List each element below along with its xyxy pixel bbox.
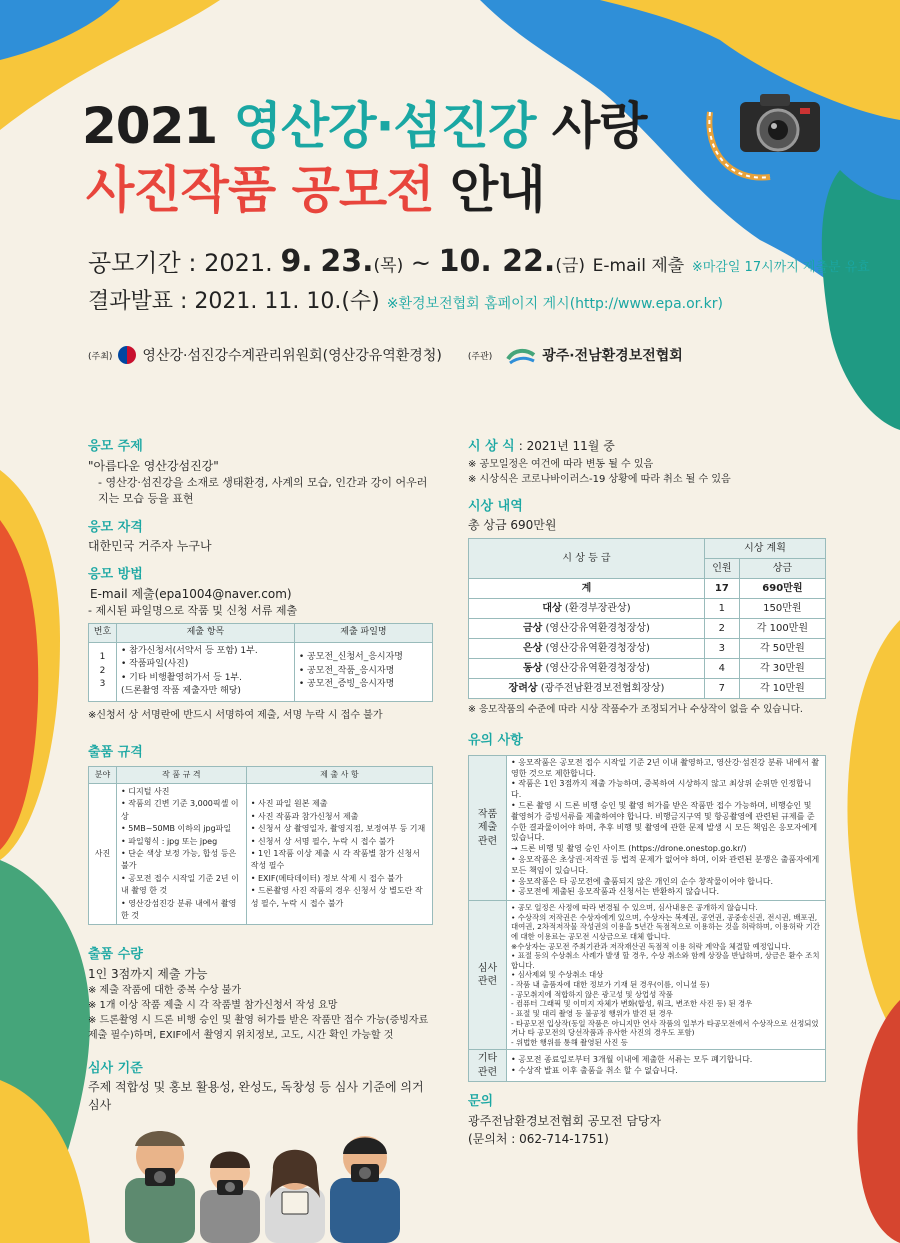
method-heading: 응모 방법: [88, 567, 143, 582]
theme-heading: 응모 주제: [88, 439, 143, 454]
awards-heading: 시상 내역: [468, 498, 523, 514]
theme-title: "아름다운 영산강섬진강": [88, 458, 219, 473]
organizers: (주최) 영산강·섬진강수계관리위원회(영산강유역환경청) (주관) 광주·전남환경보전협회: [88, 345, 683, 365]
table-row: 대상 (환경부장관상) 1 150만원: [469, 599, 826, 619]
eligibility-text: 대한민국 거주자 누구나: [88, 539, 212, 553]
judge-heading: 심사 기준: [88, 1060, 143, 1076]
table-row: 작품 제출 관련 • 응모작품은 공모전 접수 시작일 기준 2년 이내 촬영하고, 영산강·섬진강 분류 내에서 촬영한 것으로 제한합니다. • 작품은 1인 3점까지 제출 가능하며, 중복하여 시상하지 않고 최상위 순위만 인정합니다. • 드론 촬영 시 드론 비행 승인 및 촬영 허가를 받은 작품만 접수 가능하며, 비행승인 및 촬영허가 증빙서류를 제출하여야 합니다. 비행금지구역 및 항공촬영에 관련된 규제를 준수한 결과물이어야 하며, 추후 비행 및 촬영에 관한 문제 발생 시 모든 책임은 응모자에게 있습니다. → 드론 비행 및 촬영 승인 사이트 (https://drone.onestop.go.kr/) • 응모작품은 초상권·저작권 등 법적 문제가 없어야 하며, 이와 관련된 분쟁은 출품자에게 모든 책임이 있습니다. • 응모작품은 타 공모전에 출품되지 않은 개인의 순수 창작물이어야 합니다. • 공모전에 제출된 응모작품과 신청서는 반환하지 않습니다.: [469, 755, 826, 900]
contact-heading: 문의: [468, 1094, 494, 1110]
awards-note: ※ 응모작품의 수준에 따라 시상 작품수가 조정되거나 수상작이 없을 수 있습니다.: [468, 704, 803, 715]
spec-table: 분야 작 품 규 격 제 출 사 항 사진 • 디지털 사진 • 작품의 긴변 기준 3,000픽셀 이상 • 5MB~50MB 이하의 jpg파일 • 파일형식 : jpg 또는 jpeg • 단순 색상 보정 가능, 합성 등은 불가 • 공모전 접수 시작일 기준 2년 이내 촬영 한 것 • 영산강섬진강 분류 내에서 촬영 한 것 • 사진 파일 원본 제출 • 사진 작품과 참가신청서 제출 • 신청서 상 촬영일자, 촬영지점, 보정여부 등 기재 • 신청서 상 서명 필수, 누락 시 접수 불가 • 1인 1작품 이상 제출 시 각 작품별 참가 신청서 작성 필수 • EXIF(메타데이터) 정보 삭제 시 접수 불가 • 드론촬영 사진 작품의 경우 신청서 상 별도란 작성 필수, 누락 시 접수 불가: [88, 766, 433, 925]
left-column: [88, 437, 433, 1114]
ceremony-note: ※ 시상식은 코로나바이러스-19 상황에 따라 취소 될 수 있음: [468, 473, 731, 485]
contact-tel: (문의처 : 062-714-1751): [468, 1131, 609, 1146]
association-logo-icon: [506, 345, 536, 365]
photographers-illustration: [115, 1118, 405, 1243]
awards-total: 총 상금 690만원: [468, 518, 557, 532]
ceremony-date: : 2021년 11월 중: [518, 439, 615, 453]
caution-heading: 유의 사항: [468, 733, 523, 749]
ceremony-note: ※ 공모일정은 여건에 따라 변동 될 수 있음: [468, 458, 654, 470]
judge-text: 주제 적합성 및 홍보 활용성, 완성도, 독창성 등 심사 기준에 의거 심사: [88, 1080, 424, 1113]
contest-period: 공모기간 : 2021. 9. 23.(목) ~ 10. 22.(금) E-mail 제출 ※마감일 17시까지 제출분 유효: [88, 244, 870, 279]
title-line-2: 사진작품 공모전 안내: [86, 161, 545, 219]
theme-desc: - 영산강·섬진강을 소재로 생태환경, 사계의 모습, 인간과 강이 어우러지는 모습 등을 표현: [98, 475, 428, 505]
table-row: 기타 관련 • 공모전 종료일로부터 3개월 이내에 제출한 서류는 모두 폐기합니다. • 수상작 발표 이후 출품을 취소 할 수 없습니다.: [469, 1050, 826, 1082]
table-row: 장려상 (광주전남환경보전협회장상) 7 각 10만원: [469, 679, 826, 699]
table-row: 심사 관련 • 공모 일정은 사정에 따라 변경될 수 있으며, 심사내용은 공개하지 않습니다. • 수상작의 저작권은 수상자에게 있으며, 수상자는 복제권, 공연권, 공중송신권, 전시권, 배포권, 대여권, 2차적저작물 작성권의 이용을 5년간 독점적으로 이용하는 것을 허락하며, 이용허락 기간에 대한 이용료는 공모전 시상금으로 대체 합니다. ※수상자는 공모전 주최기관과 저작재산권 독점적 이용 허락 계약을 체결할 예정입니다. • 표절 등의 수상취소 사례가 발생 할 경우, 수상 취소와 함께 상장을 반납하며, 상금은 환수 조치합니다. • 심사제외 및 수상취소 대상 - 작품 내 출품자에 대한 정보가 기재 된 경우(이름, 이니셜 등) - 공모취지에 적합하지 않은 광고성 및 상업성 작품 - 컴퓨터 그래픽 및 이미지 자체가 변화(합성, 워크, 변조한 사진 등) 된 경우 - 표절 및 대리 촬영 등 불공정 행위가 발견 된 경우 - 타공모전 입상작(동일 작품은 아니지만 연사 작품의 일부가 타공모전에서 수상작으로 선정되었거나 타 공모전의 당선작품과 유사한 사진의 경우도 포함) - 위법한 행위를 통해 촬영된 사진 등: [469, 901, 826, 1050]
title-line-1: 2021 영산강·섬진강 사랑: [82, 97, 647, 155]
table-row: 계 17 690만원: [469, 579, 826, 599]
korea-emblem-icon: [118, 346, 136, 364]
contact-org: 광주전남환경보전협회 공모전 담당자: [468, 1113, 662, 1128]
table-row: 금상 (영산강유역환경청장상) 2 각 100만원: [469, 619, 826, 639]
spec-heading: 출품 규격: [88, 744, 143, 760]
method-table: 번호 제출 항목 제출 파일명 1 2 3 • 참가신청서(서약서 등 포함) 1부. • 작품파일(사진) • 기타 비행촬영허가서 등 1부. (드론촬영 작품 제출자만 해당) • 공모전_신청서_응시자명 • 공모전_작품_응시자명 • 공모전_증빙_응시자명: [88, 623, 433, 702]
table-row: 동상 (영산강유역환경청장상) 4 각 30만원: [469, 659, 826, 679]
count-note: ※ 1개 이상 작품 제출 시 각 작품별 참가신청서 작성 요망: [88, 999, 338, 1011]
method-email: E-mail 제출(epa1004@naver.com): [90, 586, 292, 601]
caution-table: [468, 755, 826, 1083]
count-main: 1인 3점까지 제출 가능: [88, 966, 208, 981]
result-announcement: 결과발표 : 2021. 11. 10.(수) ※환경보전협회 홈페이지 게시(http://www.epa.or.kr): [88, 289, 723, 314]
method-note: ※신청서 상 서명란에 반드시 서명하여 제출, 서명 누락 시 접수 불가: [88, 709, 383, 721]
count-note: ※ 드론촬영 시 드론 비행 승인 및 촬영 허가를 받은 작품만 접수 가능(증빙자료 제출 필수)하며, EXIF에서 촬영지 위치정보, 고도, 시간 확인 가능할 것: [88, 1014, 429, 1041]
method-desc: - 제시된 파일명으로 작품 및 신청 서류 제출: [88, 603, 298, 617]
table-row: 은상 (영산강유역환경청장상) 3 각 50만원: [469, 639, 826, 659]
camera-illustration: [700, 82, 830, 192]
count-heading: 출품 수량: [88, 947, 143, 963]
awards-table: 시 상 등 급 시상 계획 인원 상금 계 17 690만원 대상 (환경부장관상) 1 150만원 금상 (영산강유역환경청장상) 2 각 100만원 은상 (영산강유역환경청장상) 3 각 50만원 동상 (영산강유역환경청장상) 4 각 30만원 장려상 (광주전남환경보전협회장상) 7 각 10만원: [468, 538, 826, 699]
ceremony-row: [468, 437, 826, 457]
right-column: [468, 437, 826, 1148]
eligibility-heading: 응모 자격: [88, 519, 143, 535]
ceremony-heading: 시 상 식: [468, 439, 515, 454]
count-note: ※ 제출 작품에 대한 중복 수상 불가: [88, 984, 242, 996]
